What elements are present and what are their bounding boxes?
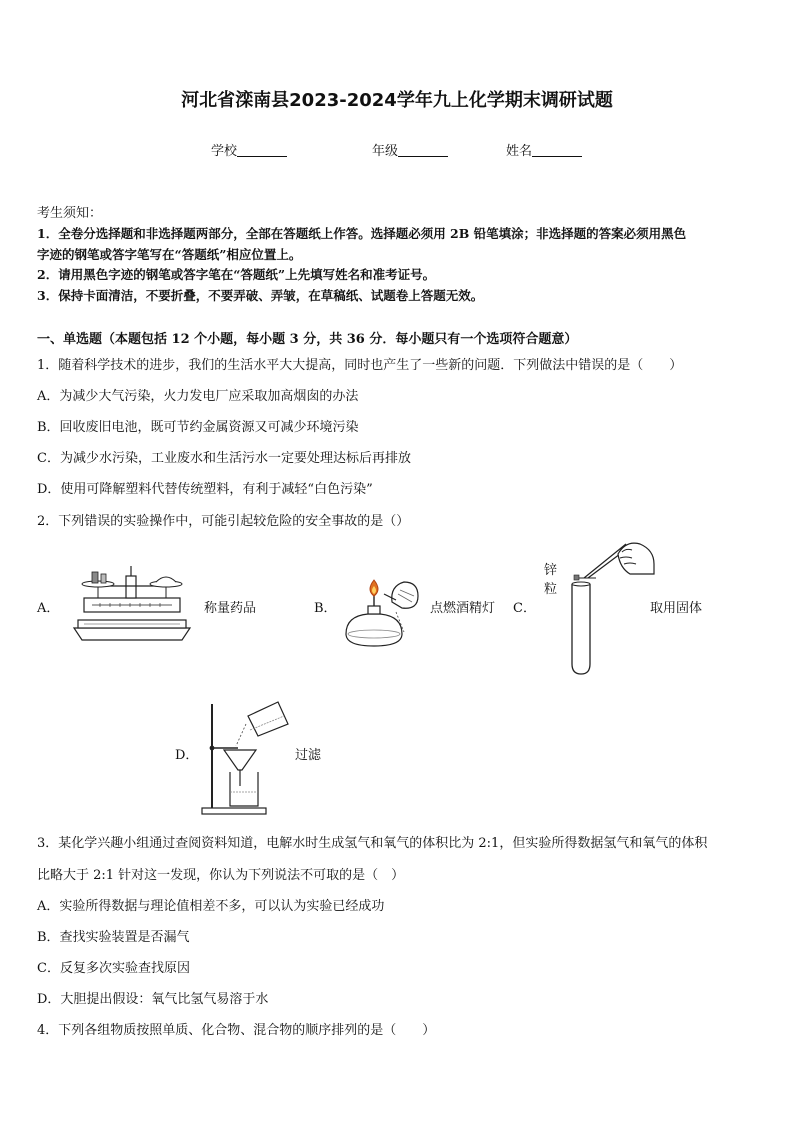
question-4-stem: 4．下列各组物质按照单质、化合物、混合物的顺序排列的是（ ） [37, 1023, 436, 1038]
option-b-letter: B． [314, 601, 337, 616]
question-3-option-c: C．反复多次实验查找原因 [37, 961, 190, 976]
grade-label: 年级 [372, 144, 399, 159]
name-blank [532, 143, 582, 157]
zinc-label-2: 粒 [544, 582, 558, 597]
question-3-option-d: D．大胆提出假设：氧气比氢气易溶于水 [37, 992, 269, 1007]
alcohol-lamp-figure [340, 572, 422, 654]
notice-heading: 考生须知： [37, 206, 103, 221]
grade-blank [398, 143, 448, 157]
option-d-letter: D． [175, 748, 199, 763]
question-3-stem-cont: 比略大于 2:1 针对这一发现，你认为下列说法不可取的是（ ） [37, 868, 405, 883]
school-label: 学校 [211, 144, 238, 159]
question-1-stem: 1．随着科学技术的进步，我们的生活水平大大提高，同时也产生了一些新的问题．下列做法中错误的是（ ） [37, 358, 683, 373]
notice-line: 字迹的钢笔或答字笔写在“答题纸”相应位置上。 [37, 247, 302, 262]
name-field [506, 140, 582, 159]
question-3-stem: 3．某化学兴趣小组通过查阅资料知道，电解水时生成氢气和氧气的体积比为 2:1，但实验所得数据氢气和氧气的体积 [37, 836, 708, 851]
school-field [211, 140, 287, 159]
question-3-option-a: A．实验所得数据与理论值相差不多，可以认为实验已经成功 [37, 899, 385, 914]
option-c-letter: C． [513, 601, 536, 616]
option-a-caption: 称量药品 [204, 601, 257, 616]
notice-line: 1．全卷分选择题和非选择题两部分，全部在答题纸上作答。选择题必须用 2B 铅笔填涂；非选择题的答案必须用黑色 [37, 226, 687, 241]
test-tube-figure [560, 538, 656, 678]
school-blank [237, 143, 287, 157]
name-label: 姓名 [506, 144, 533, 159]
zinc-label-1: 锌 [544, 563, 558, 578]
question-1-option-c: C．为减少水污染，工业废水和生活污水一定要处理达标后再排放 [37, 451, 411, 466]
option-c-caption: 取用固体 [650, 601, 703, 616]
question-1-option-b: B．回收废旧电池，既可节约金属资源又可减少环境污染 [37, 420, 359, 435]
notice-line: 2．请用黑色字迹的钢笔或答字笔在“答题纸”上先填写姓名和准考证号。 [37, 267, 436, 282]
option-d-caption: 过滤 [295, 748, 322, 763]
section-heading: 一、单选题（本题包括 12 个小题，每小题 3 分，共 36 分．每小题只有一个选项符合题意） [37, 332, 578, 347]
balance-figure [70, 562, 194, 644]
question-2-stem: 2．下列错误的实验操作中，可能引起较危险的安全事故的是（） [37, 514, 410, 529]
grade-field [372, 140, 448, 159]
question-1-option-a: A．为减少大气污染，火力发电厂应采取加高烟囱的办法 [37, 389, 359, 404]
filtration-figure [200, 694, 294, 816]
notice-line: 3．保持卡面清洁，不要折叠，不要弄破、弄皱，在草稿纸、试题卷上答题无效。 [37, 288, 484, 303]
question-3-option-b: B．查找实验装置是否漏气 [37, 930, 190, 945]
question-1-option-d: D．使用可降解塑料代替传统塑料，有利于减轻“白色污染” [37, 482, 373, 497]
page-title: 河北省滦南县2023-2024学年九上化学期末调研试题 [181, 90, 613, 111]
option-b-caption: 点燃酒精灯 [430, 601, 496, 616]
option-a-letter: A． [37, 601, 60, 616]
